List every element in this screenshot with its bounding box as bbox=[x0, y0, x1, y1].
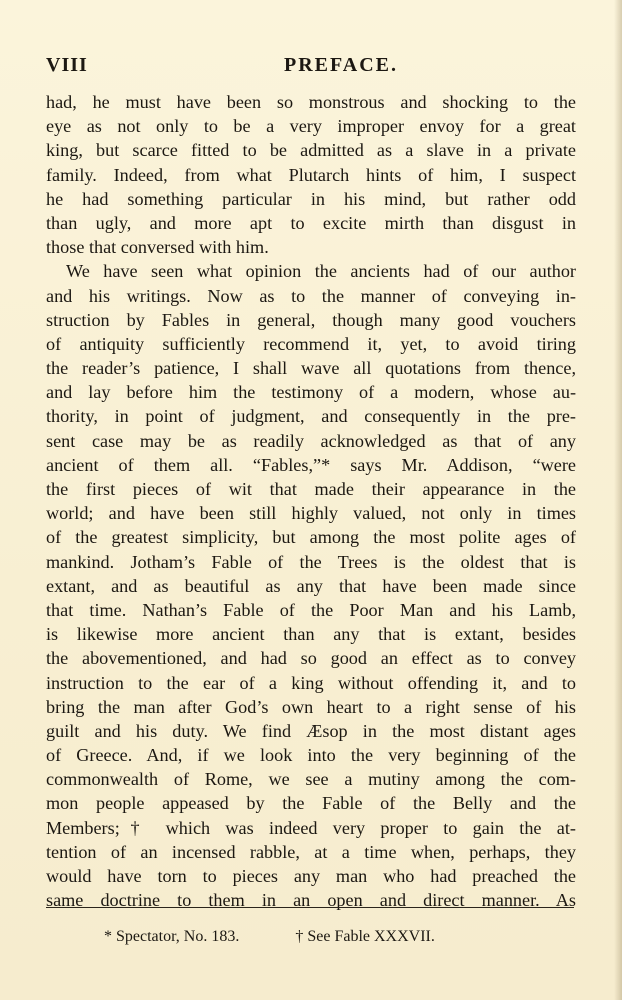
body-text bbox=[46, 90, 576, 912]
text-line: guilt and his duty. We find Æsop in the most distant ages bbox=[46, 720, 576, 741]
running-head: PREFACE. bbox=[284, 54, 398, 76]
text-line: the reader’s patience, I shall wave all quotations from thence, bbox=[46, 358, 576, 379]
text-line: he had something particular in his mind, but rather odd bbox=[46, 188, 576, 209]
text-line: struction by Fables in general, though many good vouchers bbox=[46, 309, 576, 330]
text-line: of Greece. And, if we look into the very beginning of the bbox=[46, 745, 576, 766]
text-line: world; and have been still highly valued, not only in times bbox=[46, 503, 576, 524]
text-line: the first pieces of wit that made their appearance in the bbox=[46, 479, 576, 499]
text-line: ancient of them all. “Fables,”* says Mr. Addison, “were bbox=[46, 454, 576, 475]
text-line: We have seen what opinion the ancients had of our author bbox=[66, 261, 576, 282]
text-line: extant, and as beautiful as any that have been made since bbox=[46, 575, 576, 596]
text-line: and lay before him the testimony of a modern, whose au- bbox=[46, 382, 576, 403]
text-line: tention of an incensed rabble, at a time when, perhaps, they bbox=[46, 841, 576, 862]
text-line: eye as not only to be a very improper envoy for a great bbox=[46, 116, 576, 137]
text-line: same doctrine to them in an open and direct manner. As bbox=[46, 890, 576, 911]
text-line: that time. Nathan’s Fable of the Poor Man and his Lamb, bbox=[46, 599, 576, 620]
text-line: commonwealth of Rome, we see a mutiny among the com- bbox=[46, 769, 576, 790]
text-line: mankind. Jotham’s Fable of the Trees is the oldest that is bbox=[46, 551, 576, 572]
text-line: and his writings. Now as to the manner of conveying in- bbox=[46, 285, 576, 306]
text-line: Members;† which was indeed very proper to gain the at- bbox=[46, 817, 576, 838]
text-line: had, he must have been so monstrous and shocking to the bbox=[46, 92, 576, 112]
text-line: mon people appeased by the Fable of the Belly and the bbox=[46, 793, 576, 814]
text-line: bring the man after God’s own heart to a right sense of his bbox=[46, 696, 576, 717]
text-line: of the greatest simplicity, but among the most polite ages of bbox=[46, 527, 576, 548]
footnote-fable: † See Fable XXXVII. bbox=[295, 928, 435, 945]
page-number: VIII bbox=[46, 54, 88, 76]
footnote-spectator: * Spectator, No. 183. bbox=[104, 928, 240, 945]
text-line: the abovementioned, and had so good an effect as to convey bbox=[46, 648, 576, 669]
footnote-rule bbox=[46, 907, 574, 908]
text-line: sent case may be as readily acknowledged as that of any bbox=[46, 430, 576, 451]
text-line: is likewise more ancient than any that is extant, besides bbox=[46, 624, 576, 645]
text-line: thority, in point of judgment, and consequently in the pre- bbox=[46, 406, 576, 427]
footnotes bbox=[104, 928, 564, 946]
text-line: instruction to the ear of a king without offending it, and to bbox=[46, 672, 576, 693]
text-line: those that conversed with him. bbox=[46, 237, 269, 258]
page-edge-shadow bbox=[614, 0, 622, 1000]
text-line: than ugly, and more apt to excite mirth than disgust in bbox=[46, 212, 576, 233]
page-header bbox=[46, 54, 576, 84]
text-line: would have torn to pieces any man who had preached the bbox=[46, 866, 576, 886]
text-line: of antiquity sufficiently recommend it, yet, to avoid tiring bbox=[46, 333, 576, 354]
text-line: family. Indeed, from what Plutarch hints of him, I suspect bbox=[46, 164, 576, 185]
text-line: king, but scarce fitted to be admitted as a slave in a private bbox=[46, 140, 576, 161]
